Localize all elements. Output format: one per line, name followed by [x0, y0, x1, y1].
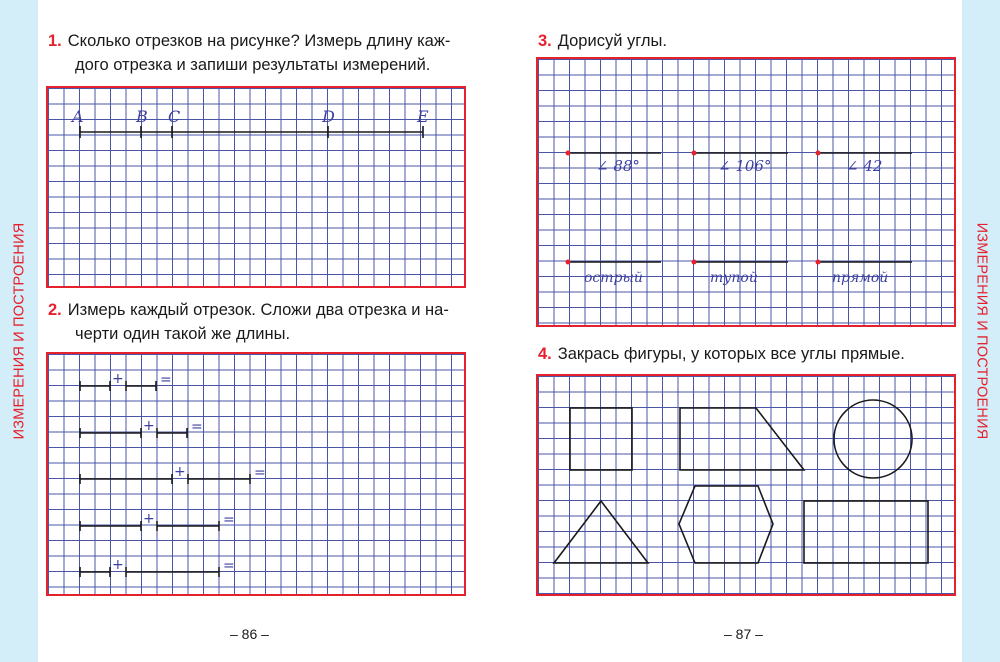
- angle-type-obtuse: тупой: [710, 270, 758, 286]
- task-1-text: [48, 29, 450, 77]
- task-1-drawing: [48, 88, 468, 290]
- row-1-equals: =: [160, 372, 172, 388]
- task-3-text: [538, 29, 667, 53]
- angle-label-106: ∠ 106°: [718, 157, 772, 175]
- row-1-plus: +: [112, 371, 124, 387]
- left-page-number: – 86 –: [230, 626, 269, 642]
- row-5-plus: +: [112, 557, 124, 573]
- row-2-equals: =: [191, 419, 203, 435]
- task-1-number: 1.: [48, 32, 62, 50]
- task-3-number: 3.: [538, 32, 552, 50]
- right-chapter-label: ИЗМЕРЕНИЯ И ПОСТРОЕНИЯ: [973, 222, 990, 440]
- angle-type-right: прямой: [832, 270, 889, 286]
- angle-label-42: ∠ 42: [846, 157, 883, 175]
- task-4-drawing: [538, 376, 958, 598]
- right-side-band: [962, 0, 1000, 662]
- task-1-line-2: дого отрезка и запиши результаты измерений.: [75, 56, 431, 74]
- task-1-line-1: Сколько отрезков на рисунке? Измерь длину каж-: [67, 32, 451, 50]
- row-4-equals: =: [223, 512, 235, 528]
- shape-circle[interactable]: [834, 400, 912, 478]
- task-2-number: 2.: [48, 301, 62, 319]
- task-2-drawing: [48, 354, 468, 598]
- left-side-band: [0, 0, 38, 662]
- task-1-grid[interactable]: [46, 86, 466, 288]
- task-4-grid[interactable]: [536, 374, 956, 596]
- shape-square[interactable]: [570, 408, 632, 470]
- task-2-line-1: Измерь каждый отрезок. Сложи два отрезка и на-: [67, 301, 449, 319]
- left-chapter-label: ИЗМЕРЕНИЯ И ПОСТРОЕНИЯ: [11, 222, 28, 440]
- vertex-6: [816, 260, 821, 265]
- task-4-text: [538, 342, 905, 366]
- point-label-d: D: [322, 107, 335, 126]
- shape-rectangle[interactable]: [804, 501, 928, 563]
- right-page-number: – 87 –: [724, 626, 763, 642]
- task-2-line-2: черти один такой же длины.: [75, 325, 291, 343]
- angle-label-88: ∠ 88°: [596, 157, 640, 175]
- angle-type-acute: острый: [584, 270, 643, 286]
- row-3-equals: =: [254, 465, 266, 481]
- task-4-line: Закрась фигуры, у которых все углы прямые.: [557, 345, 905, 363]
- point-label-a: A: [72, 107, 84, 126]
- row-2-plus: +: [143, 418, 155, 434]
- point-label-c: C: [168, 107, 181, 126]
- point-label-e: E: [417, 107, 429, 126]
- vertex-4: [566, 260, 571, 265]
- vertex-1: [566, 151, 571, 156]
- shape-hexagon[interactable]: [679, 486, 773, 563]
- shape-triangle[interactable]: [554, 501, 648, 563]
- vertex-3: [816, 151, 821, 156]
- vertex-2: [692, 151, 697, 156]
- row-5-equals: =: [223, 558, 235, 574]
- row-4-plus: +: [143, 511, 155, 527]
- point-label-b: B: [136, 107, 148, 126]
- shape-trapezoid[interactable]: [680, 408, 804, 470]
- task-3-grid[interactable]: [536, 57, 956, 327]
- task-2-grid[interactable]: [46, 352, 466, 596]
- task-2-text: [48, 298, 449, 346]
- task-4-number: 4.: [538, 345, 552, 363]
- row-3-plus: +: [174, 464, 186, 480]
- vertex-5: [692, 260, 697, 265]
- task-3-line: Дорисуй углы.: [557, 32, 667, 50]
- task-3-drawing: [538, 59, 958, 329]
